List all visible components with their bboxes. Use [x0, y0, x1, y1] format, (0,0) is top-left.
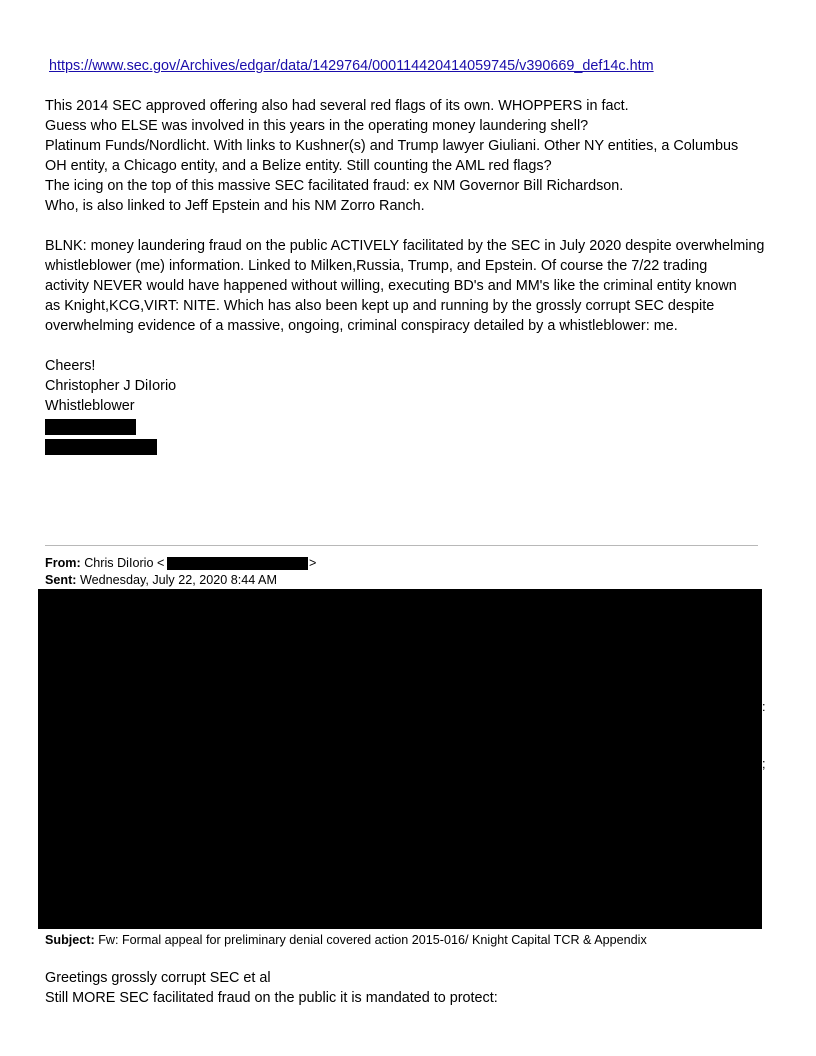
- from-line: [45, 554, 164, 572]
- sent-line: [45, 571, 277, 589]
- text-line: Guess who ELSE was involved in this years in the operating money laundering shell?: [45, 118, 589, 134]
- from-value: Chris DiIorio <: [84, 556, 165, 570]
- email-separator: [45, 545, 758, 546]
- paragraph-red-flags: [45, 96, 785, 216]
- signature-name: Christopher J DiIorio: [45, 378, 177, 394]
- text-line: Platinum Funds/Nordlicht. With links to Kushner(s) and Trump lawyer Giuliani. Other NY entities, a Columbus: [45, 138, 739, 154]
- from-close: >: [309, 556, 317, 570]
- subject-line: [45, 931, 647, 949]
- paragraph-blnk: [45, 236, 785, 336]
- text-line: whistleblower (me) information. Linked to Milken,Russia, Trump, and Epstein. Of course the 7/22 trading: [45, 258, 708, 274]
- edge-fragment: :: [762, 700, 766, 714]
- text-line: BLNK: money laundering fraud on the public ACTIVELY facilitated by the SEC in July 2020 despite overwhelming: [45, 238, 765, 254]
- text-line: The icing on the top of this massive SEC facilitated fraud: ex NM Governor Bill Richardson.: [45, 178, 624, 194]
- text-line: Still MORE SEC facilitated fraud on the public it is mandated to protect:: [45, 990, 498, 1006]
- text-line: OH entity, a Chicago entity, and a Belize entity. Still counting the AML red flags?: [45, 158, 552, 174]
- large-redaction-block: [38, 589, 762, 929]
- forwarded-body: [45, 968, 785, 1008]
- redaction-box: [167, 557, 308, 570]
- signature-block: [45, 356, 176, 416]
- edgar-filing-link[interactable]: https://www.sec.gov/Archives/edgar/data/1429764/000114420414059745/v390669_def14c.htm: [49, 58, 654, 74]
- redaction-box: [45, 439, 157, 455]
- subject-value: Fw: Formal appeal for preliminary denial covered action 2015-016/ Knight Capital TCR & Appendix: [98, 933, 647, 947]
- from-label: From:: [45, 556, 81, 570]
- text-line: This 2014 SEC approved offering also had several red flags of its own. WHOPPERS in fact.: [45, 98, 629, 114]
- greeting-line: Greetings grossly corrupt SEC et al: [45, 970, 271, 986]
- text-line: overwhelming evidence of a massive, ongoing, criminal conspiracy detailed by a whistleblower: me.: [45, 318, 678, 334]
- text-line: as Knight,KCG,VIRT: NITE. Which has also been kept up and running by the grossly corrupt SEC despite: [45, 298, 715, 314]
- signature-closing: Cheers!: [45, 358, 96, 374]
- signature-title: Whistleblower: [45, 398, 135, 414]
- edge-fragment: ;: [762, 757, 766, 771]
- text-line: activity NEVER would have happened without willing, executing BD's and MM's like the criminal entity known: [45, 278, 737, 294]
- text-line: Who, is also linked to Jeff Epstein and his NM Zorro Ranch.: [45, 198, 425, 214]
- redaction-box: [45, 419, 136, 435]
- sent-label: Sent:: [45, 573, 77, 587]
- subject-label: Subject:: [45, 933, 95, 947]
- sent-value: Wednesday, July 22, 2020 8:44 AM: [79, 573, 277, 587]
